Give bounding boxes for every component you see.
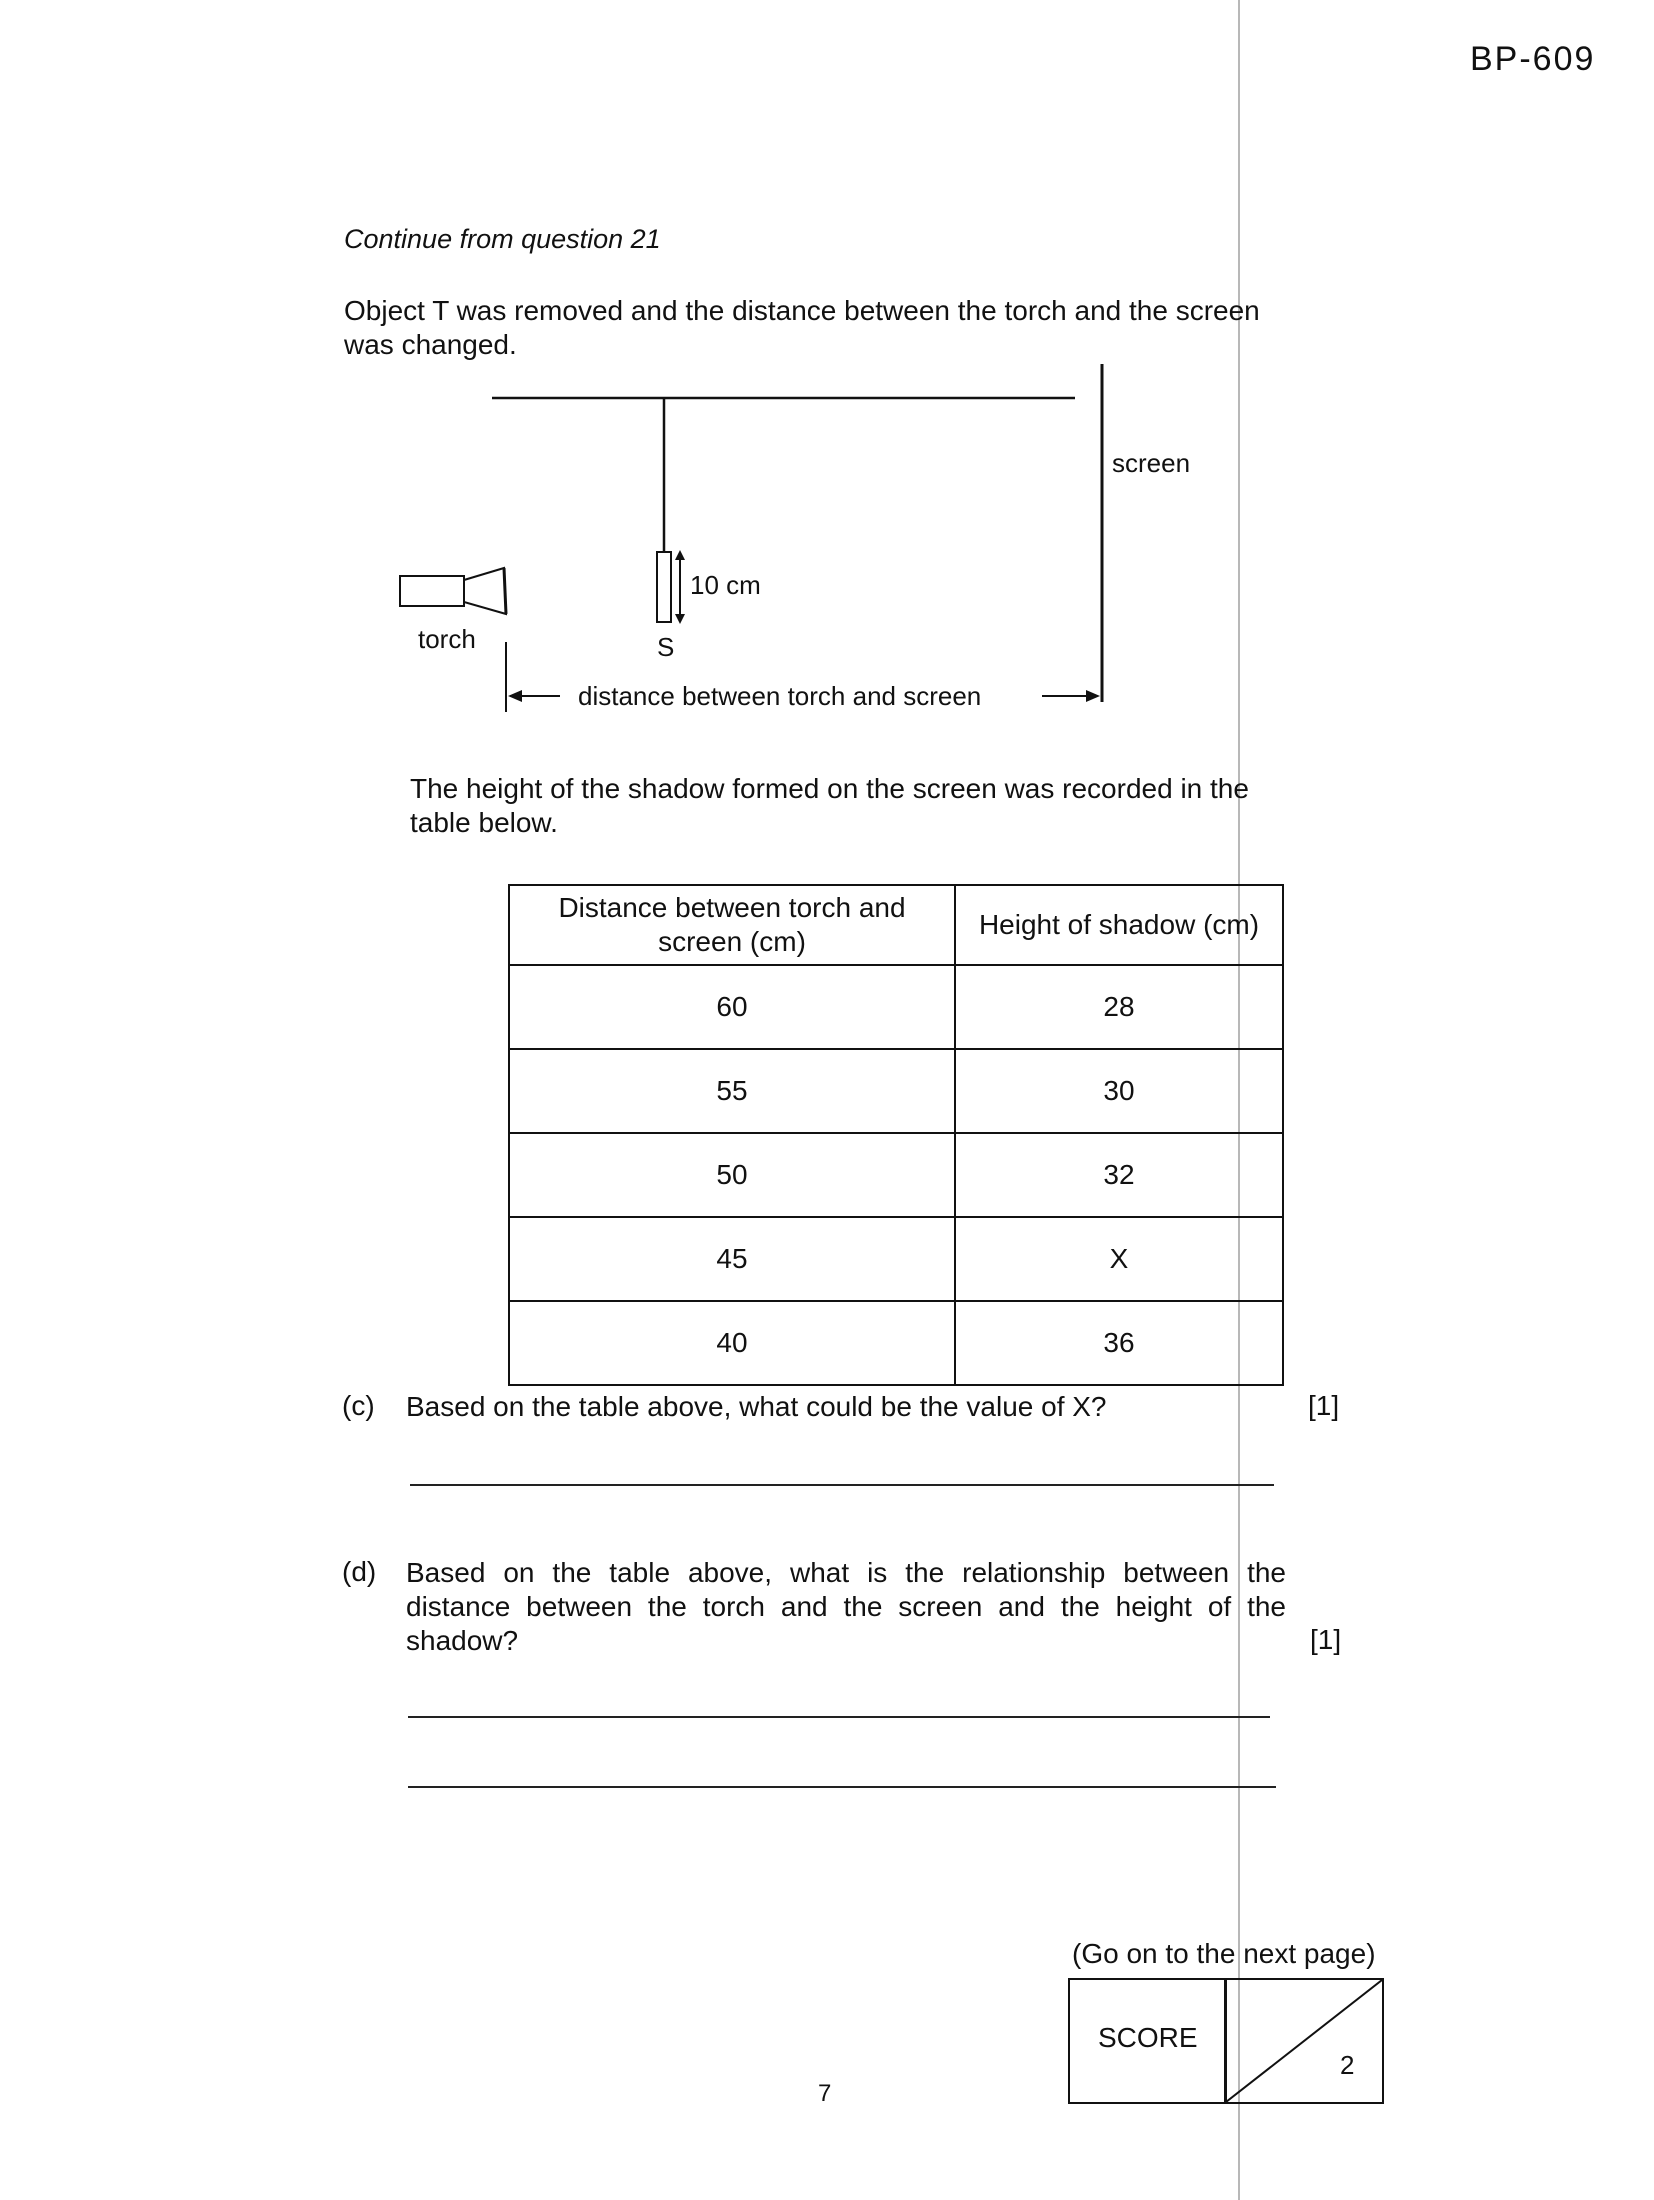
go-on-note: (Go on to the next page)	[1072, 1938, 1376, 1969]
object-height-label: 10 cm	[690, 570, 761, 600]
table-cell: X	[955, 1217, 1283, 1301]
table-header-row	[509, 885, 1283, 965]
score-label: SCORE	[1098, 2022, 1198, 2053]
answer-line-c[interactable]	[410, 1484, 1274, 1486]
table-cell: 60	[509, 965, 955, 1049]
distance-arrowhead-left	[508, 690, 522, 702]
question-c-text: Based on the table above, what could be the value of X?	[406, 1391, 1107, 1422]
table-row	[509, 1049, 1283, 1133]
table-cell: 45	[509, 1217, 955, 1301]
table-cell: 28	[955, 965, 1283, 1049]
page-code: BP-609	[1470, 40, 1596, 78]
column-header-distance: Distance between torch and screen (cm)	[509, 885, 955, 965]
table-cell: 32	[955, 1133, 1283, 1217]
table-row	[509, 1217, 1283, 1301]
question-c-marks: [1]	[1308, 1390, 1340, 1421]
object-s	[657, 552, 671, 622]
torch-head	[464, 568, 506, 614]
torch-body	[400, 576, 464, 606]
shadow-experiment-diagram	[380, 360, 1240, 720]
torch-lens	[504, 568, 506, 614]
torch-label: torch	[418, 624, 476, 654]
answer-line-d-1[interactable]	[408, 1716, 1270, 1718]
shadow-data-table	[508, 884, 1284, 1386]
question-d-label: (d)	[342, 1556, 377, 1587]
continue-label: Continue from question 21	[344, 224, 661, 254]
question-d-marks: [1]	[1310, 1624, 1342, 1655]
table-cell: 36	[955, 1301, 1283, 1385]
question-d-text: Based on the table above, what is the relationship between the distance between the torch and the screen and the height of the shadow?	[406, 1557, 1286, 1656]
distance-label: distance between torch and screen	[578, 681, 982, 711]
shadow-description: The height of the shadow formed on the screen was recorded in the table below.	[410, 773, 1249, 838]
table-row	[509, 1301, 1283, 1385]
table-cell: 50	[509, 1133, 955, 1217]
score-diagonal	[1226, 1980, 1382, 2102]
object-label: S	[657, 632, 675, 662]
table-cell: 30	[955, 1049, 1283, 1133]
answer-line-d-2[interactable]	[408, 1786, 1276, 1788]
table-cell: 40	[509, 1301, 955, 1385]
table-row	[509, 1133, 1283, 1217]
score-max-value: 2	[1340, 2050, 1355, 2080]
arrowhead-up	[675, 550, 685, 560]
column-header-height: Height of shadow (cm)	[955, 885, 1283, 965]
distance-arrowhead-right	[1086, 690, 1100, 702]
arrowhead-down	[675, 614, 685, 624]
table-cell: 55	[509, 1049, 955, 1133]
question-c-label: (c)	[342, 1390, 375, 1421]
page-number: 7	[818, 2080, 832, 2107]
table-row	[509, 965, 1283, 1049]
intro-text: Object T was removed and the distance between the torch and the screen was changed.	[344, 295, 1260, 360]
score-box	[1068, 1978, 1384, 2104]
screen-label: screen	[1112, 448, 1191, 478]
